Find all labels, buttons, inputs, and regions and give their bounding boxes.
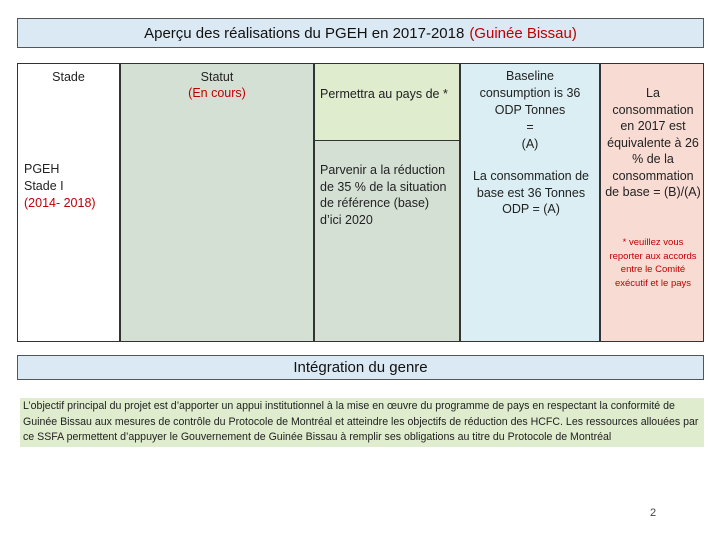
stage-header: Stade: [52, 70, 85, 84]
consumption-body: La consommation en 2017 est équivalente à 26 % de la consommation de base = (B)/(A): [605, 86, 701, 199]
title-country: (Guinée Bissau): [469, 24, 577, 42]
page-number: 2: [650, 507, 657, 519]
baseline-line-1: Baseline: [506, 69, 554, 83]
objective-paragraph: L’objectif principal du projet est d’apporter un appui institutionnel à la mise en œuvre du programme de pays en respectant la conformité de Guinée Bissau aux mesures de contrôle du Protocole de Montréal et atteindre les objectifs de réduction des HCFC. Les ressources allouées par ce SSFA permettent d’appuyer le Gouvernement de Guinée Bissau à remplir ses obligations au titre du Protocole de Montréal: [20, 398, 704, 447]
stage-level: Stade I: [24, 179, 64, 193]
status-value: (En cours): [188, 86, 246, 100]
consumption-column: [600, 63, 704, 342]
title-main: Aperçu des réalisations du PGEH en 2017-2018: [144, 24, 465, 42]
baseline-column: [460, 63, 600, 342]
stage-name: PGEH: [24, 162, 60, 176]
enables-target: Parvenir a la réduction de 35 % de la situation de référence (base) d’ici 2020: [320, 163, 447, 227]
baseline-line-3: ODP Tonnes: [494, 103, 566, 117]
baseline-line-4: =: [526, 120, 534, 134]
baseline-body: La consommation de base est 36 Tonnes ODP = (A): [472, 169, 590, 216]
enables-header: Permettra au pays de *: [320, 87, 448, 101]
status-header: Statut: [200, 70, 234, 84]
stage-column: [17, 63, 120, 342]
status-column: [120, 63, 314, 342]
baseline-line-5: (A): [521, 137, 539, 151]
enables-header-cell: [315, 64, 459, 141]
enables-column: [314, 63, 460, 342]
stage-period: (2014- 2018): [24, 196, 96, 210]
gender-title: Intégration du genre: [293, 359, 428, 376]
gender-heading: [17, 355, 704, 380]
slide-title: [17, 18, 704, 48]
baseline-line-2: consumption is 36: [479, 86, 581, 100]
consumption-note: * veuillez vous reporter aux accords entre le Comité exécutif et le pays: [609, 237, 697, 289]
